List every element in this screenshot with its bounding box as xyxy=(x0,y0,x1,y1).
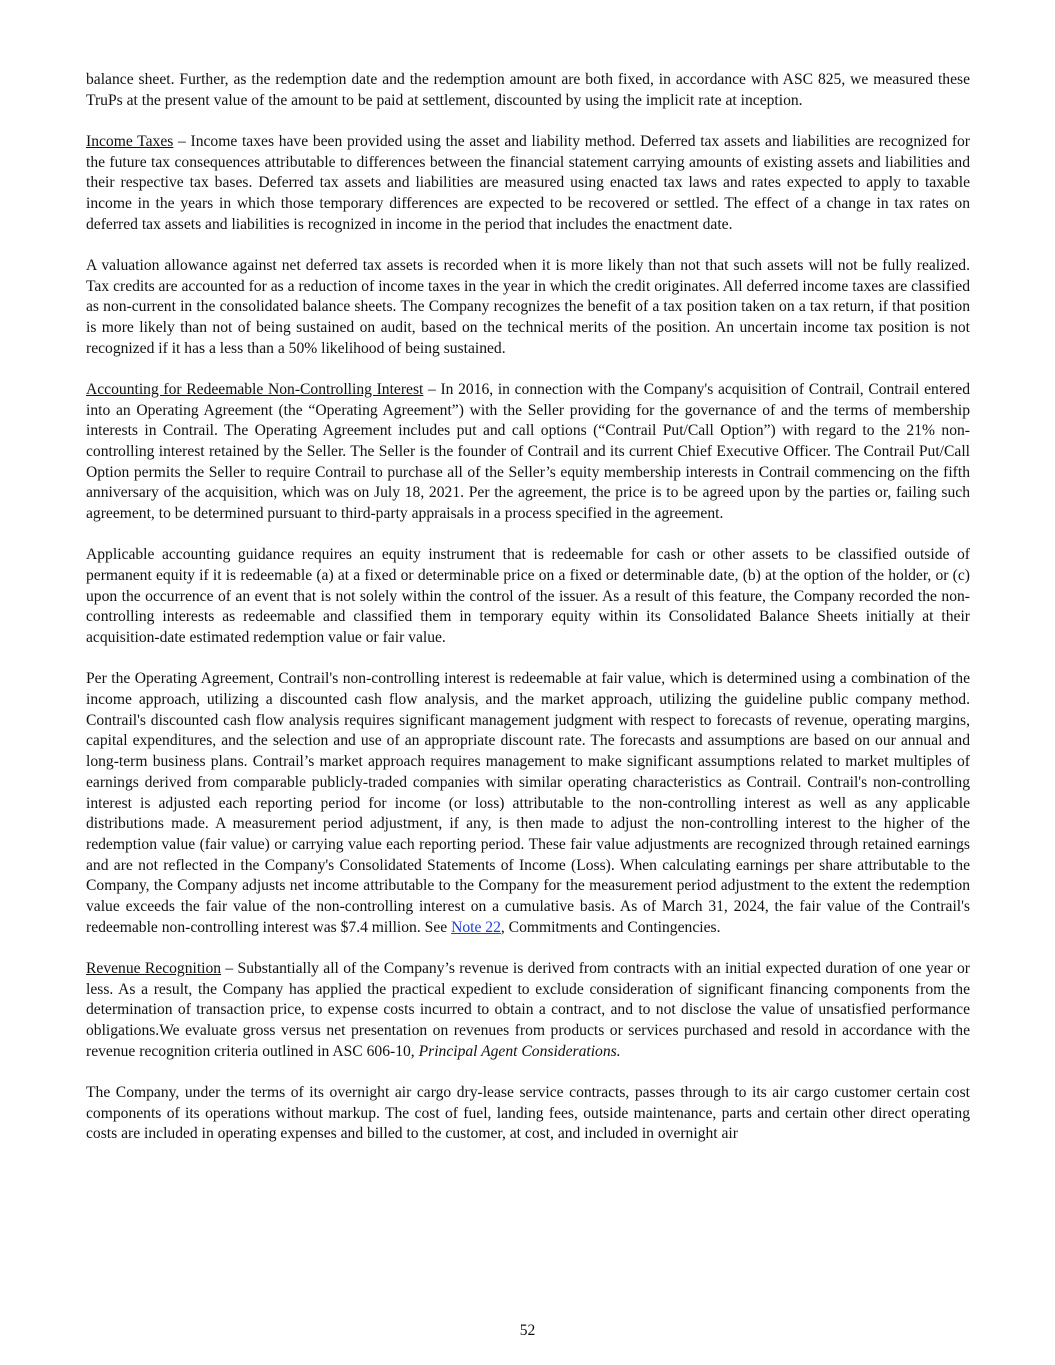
page-number: 52 xyxy=(519,1322,536,1339)
paragraph-text: , Commitments and Contingencies. xyxy=(500,918,721,936)
paragraph-text: Per the Operating Agreement, Contrail's non-controlling interest is redeemable at fair value, which is determined using a combination of the income approach, utilizing a discounted cash flow analysis, and the market approach, utilizing the guideline public company method. Contrail's discounted cash flow analysis requires significant management judgment with respect to forecasts of revenue, operating margins, capital expenditures, and the selection and use of an appropriate discount rate. The forecasts and assumptions are based on our annual and long-term business plans. Contrail’s market approach requires management to make significant assumptions related to market multiples of earnings derived from comparable publicly-traded companies with similar operating characteristics as Contrail. Contrail's non-controlling interest is adjusted each reporting period for income (or loss) attributable to the non-controlling interest as well as any applicable distributions made. A measurement period adjustment, if any, is then made to adjust the non-controlling interest to the higher of the redemption value (fair value) or carrying value each reporting period. These fair value adjustments are recognized through retained earnings and are not reflected in the Company's Consolidated Statements of Income (Loss). When calculating earnings per share attributable to the Company, the Company adjusts net income attributable to the Company for the measurement period adjustment to the extent the redemption value exceeds the fair value of the non-controlling interest on a cumulative basis. As of March 31, 2024, the fair value of the Contrail's redeemable non-controlling interest was $7.4 million. See xyxy=(86,670,970,936)
paragraph-text: – In 2016, in connection with the Company's acquisition of Contrail, Contrail entered into an Operating Agreement (the “Operating Agreement”) with the Seller providing for the governance of and the terms of membership interests in Contrail. The Operating Agreement includes put and call options (“Contrail Put/Call Option”) with regard to the 21% non-controlling interest retained by the Seller. The Seller is the founder of Contrail and its current Chief Executive Officer. The Contrail Put/Call Option permits the Seller to require Contrail to purchase all of the Seller’s equity membership interests in Contrail commencing on the fifth anniversary of the acquisition, which was on July 18, 2021. Per the agreement, the price is to be agreed upon by the parties or, failing such agreement, to be determined pursuant to third-party appraisals in a process specified in the agreement. xyxy=(86,380,970,523)
paragraph-text: – Substantially all of the Company’s revenue is derived from contracts with an initial expected duration of one year or less. As a result, the Company has applied the practical expedient to exclude consideration of significant financing components from the determination of transaction price, to expense costs incurred to obtain a contract, and to not disclose the value of unsatisfied performance obligations.We evaluate gross versus net presentation on revenues from products or services purchased and resold in accordance with the revenue recognition criteria outlined in ASC 606-10, xyxy=(86,960,970,1060)
section-heading-redeemable-nci: Accounting for Redeemable Non-Controlling Interest xyxy=(86,380,424,398)
section-heading-income-taxes: Income Taxes xyxy=(86,132,174,150)
italic-reference: Principal Agent Considerations. xyxy=(418,1042,621,1060)
paragraph-accounting-guidance: Applicable accounting guidance requires an equity instrument that is redeemable for cash or other assets to be classified outside of permanent equity if it is redeemable (a) at a fixed or determinable price on a fixed or determinable date, (b) at the option of the holder, or (c) upon the occurrence of an event that is not solely within the control of the issuer. As a result of this feature, the Company recorded the non-controlling interests as redeemable and classified them in temporary equity within its Consolidated Balance Sheets initially at their acquisition-date estimated redemption value or fair value. xyxy=(86,546,970,647)
paragraph-redeemable-nci xyxy=(86,380,970,525)
document-page xyxy=(86,70,970,1166)
note-22-link[interactable]: Note 22 xyxy=(451,918,501,936)
paragraph-trups-measurement: balance sheet. Further, as the redemption date and the redemption amount are both fixed, in accordance with ASC 825, we measured these TruPs at the present value of the amount to be paid at settlement, discounted by using the implicit rate at inception. xyxy=(86,71,970,109)
paragraph-valuation-allowance: A valuation allowance against net deferred tax assets is recorded when it is more likely than not that such assets will not be fully realized. Tax credits are accounted for as a reduction of income taxes in the year in which the credit originates. All deferred income taxes are classified as non-current in the consolidated balance sheets. The Company recognizes the benefit of a tax position taken on a tax return, if that position is more likely than not of being sustained on audit, based on the technical merits of the position. An uncertain income tax position is not recognized if it has a less than a 50% likelihood of being sustained. xyxy=(86,256,970,357)
section-heading-revenue-recognition: Revenue Recognition xyxy=(86,960,222,978)
paragraph-operating-agreement-fair-value xyxy=(86,669,970,938)
paragraph-revenue-recognition xyxy=(86,959,970,1063)
paragraph-text: – Income taxes have been provided using the asset and liability method. Deferred tax assets and liabilities are recognized for the future tax consequences attributable to differences between the financial statement carrying amounts of existing assets and liabilities and their respective tax bases. Deferred tax assets and liabilities are measured using enacted tax laws and rates expected to apply to taxable income in the years in which those temporary differences are expected to be recovered or settled. The effect of a change in tax rates on deferred tax assets and liabilities is recognized in income in the period that includes the enactment date. xyxy=(86,132,970,233)
paragraph-income-taxes xyxy=(86,132,970,236)
paragraph-dry-lease-contracts: The Company, under the terms of its overnight air cargo dry-lease service contracts, passes through to its air cargo customer certain cost components of its operations without markup. The cost of fuel, landing fees, outside maintenance, parts and certain other direct operating costs are included in operating expenses and billed to the customer, at cost, and included in overnight air xyxy=(86,1084,970,1143)
